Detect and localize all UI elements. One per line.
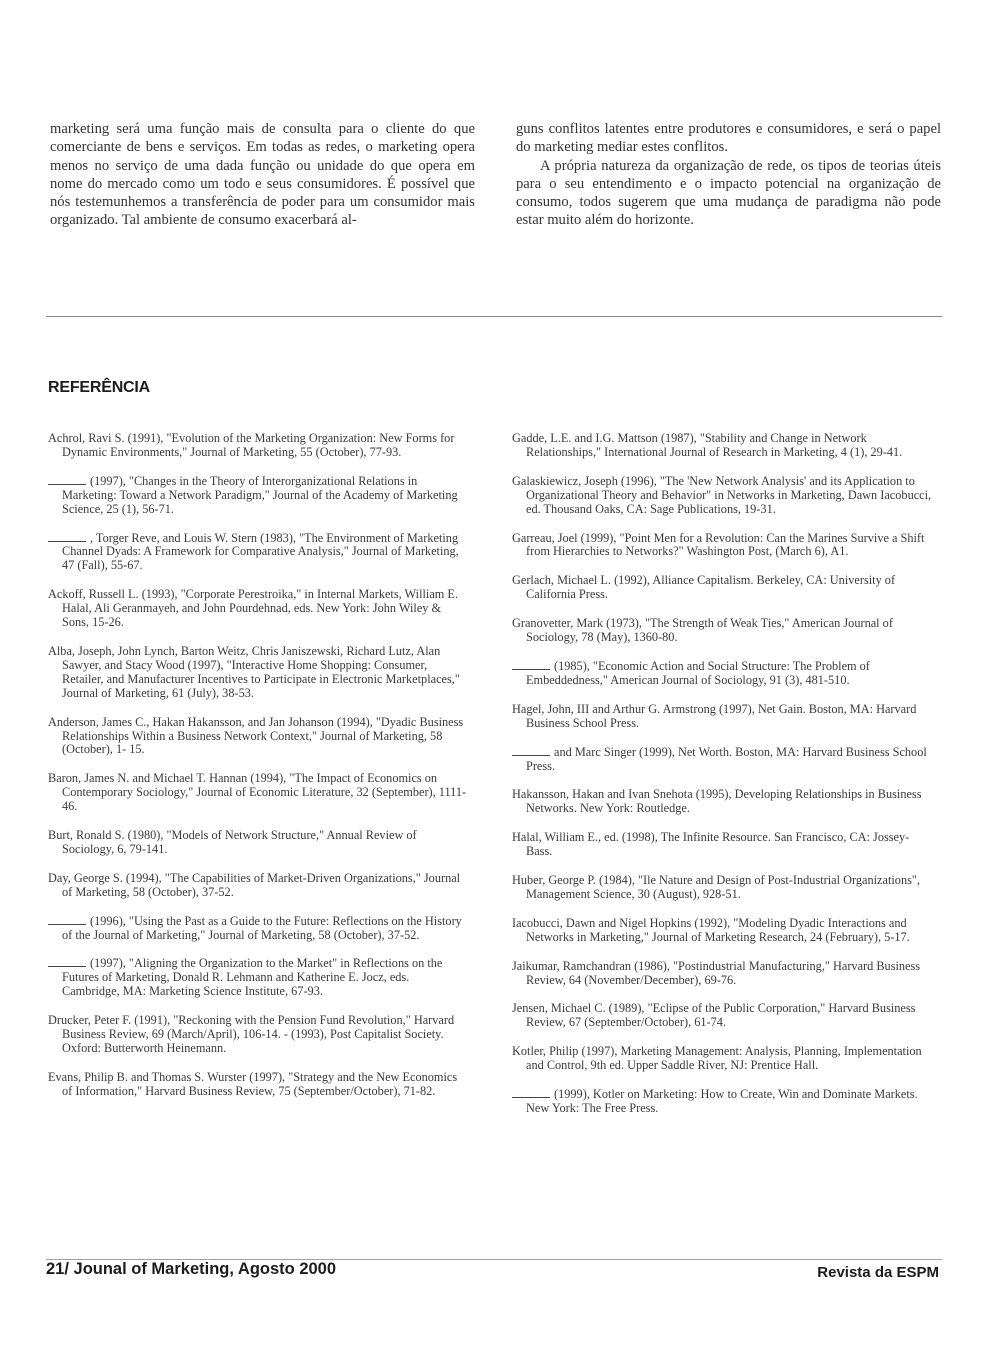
repeat-author-dash	[48, 915, 86, 925]
reference-text: Kotler, Philip (1997), Marketing Management: Analysis, Planning, Implementation and Control, 9th ed. Upper Saddle River, NJ: Prentice Hall.	[512, 1044, 922, 1073]
reference-entry	[512, 432, 932, 460]
reference-text: Gerlach, Michael L. (1992), Alliance Capitalism. Berkeley, CA: University of California Press.	[512, 573, 896, 602]
reference-entry	[48, 432, 468, 460]
reference-entry	[512, 1088, 932, 1116]
reference-text: Jaikumar, Ramchandran (1986), "Postindustrial Manufacturing," Harvard Business Review, 64 (November/December), 69-76.	[512, 958, 921, 987]
reference-entry	[48, 588, 468, 630]
reference-entry	[48, 716, 468, 758]
reference-entry	[48, 915, 468, 943]
reference-entry	[512, 703, 932, 731]
reference-text: Burt, Ronald S. (1980), "Models of Network Structure," Annual Review of Sociology, 6, 79-141.	[48, 828, 417, 856]
repeat-author-dash	[512, 660, 550, 670]
reference-text: Halal, William E., ed. (1998), The Infinite Resource. San Francisco, CA: Jossey-Bass.	[512, 830, 910, 859]
reference-entry	[512, 917, 932, 945]
reference-text: (1997), "Aligning the Organization to the Market" in Reflections on the Futures of Marketing, Donald R. Lehmann and Katherine E. Jocz, eds. Cambridge, MA: Marketing Science Institute, 67-93.	[62, 956, 443, 999]
reference-text: (1997), "Changes in the Theory of Interorganizational Relations in Marketing: Toward a Network Paradigm," Journal of the Academy of Marketing Science, 25 (1), 56-71.	[62, 473, 458, 516]
reference-text: Baron, James N. and Michael T. Hannan (1994), "The Impact of Economics on Contemporary Sociology," Journal of Economic Literature, 32 (September), 1111-46.	[48, 771, 467, 814]
reference-entry	[48, 1014, 468, 1056]
reference-entry	[512, 1045, 932, 1073]
reference-text: Iacobucci, Dawn and Nigel Hopkins (1992), "Modeling Dyadic Interactions and Networks in Marketing," Journal of Marketing Research, 24 (February), 5-17.	[512, 915, 910, 944]
reference-entry	[48, 645, 468, 701]
reference-entry	[48, 772, 468, 814]
reference-text: (1996), "Using the Past as a Guide to the Future: Reflections on the History of the Journal of Marketing," Journal of Marketing, 58 (October), 37-52.	[62, 913, 462, 942]
body-paragraph: A própria natureza da organização de rede, os tipos de teorias úteis para o seu entendimento e o impacto potencial na organização de consumo, todos sugerem que uma mudança de paradigma não pode estar muito além do horizonte.	[516, 157, 941, 229]
reference-text: Galaskiewicz, Joseph (1996), "The 'New Network Analysis' and its Application to Organizational Theory and Behavior" in Networks in Marketing, Dawn Iacobucci, ed. Thousand Oaks, CA: Sage Publications, 19-31.	[512, 473, 932, 516]
repeat-author-dash	[48, 475, 86, 485]
body-paragraph: marketing será uma função mais de consulta para o cliente do que comerciante de bens e serviços. Em todas as redes, o marketing opera menos no serviço de uma dada função ou unidade do que opera em nome do mercado como um todo e seus consumidores. É possível que nós testemunhemos a transferência de poder para um consumidor mais organizado. Tal ambiente de consumo exacerbará al-	[50, 121, 475, 229]
reference-text: Granovetter, Mark (1973), "The Strength of Weak Ties," American Journal of Sociology, 78 (May), 1360-80.	[512, 616, 893, 645]
reference-text: Drucker, Peter F. (1991), "Reckoning with the Pension Fund Revolution," Harvard Business Review, 69 (March/April), 106-14. - (1993), Post Capitalist Society. Oxford: Butterworth Heinemann.	[48, 1013, 455, 1055]
reference-text: (1999), Kotler on Marketing: How to Create, Win and Dominate Markets. New York: The Free Press.	[526, 1087, 918, 1115]
reference-text: Alba, Joseph, John Lynch, Barton Weitz, Chris Janiszewski, Richard Lutz, Alan Sawyer, and Stacy Wood (1997), "Interactive Home Shopping: Consumer, Retailer, and Manufacturer Incentives to Participate in Electronic Marketplaces," Journal of Marketing, 61 (July), 38-53.	[48, 643, 460, 700]
reference-text: and Marc Singer (1999), Net Worth. Boston, MA: Harvard Business School Press.	[526, 744, 927, 773]
reference-entry	[512, 475, 932, 517]
section-divider	[46, 316, 942, 317]
reference-entry	[48, 475, 468, 517]
reference-entry	[512, 831, 932, 859]
reference-entry	[48, 1071, 468, 1099]
repeat-author-dash	[48, 957, 86, 967]
reference-entry	[512, 617, 932, 645]
body-column-left	[50, 120, 475, 230]
reference-text: Jensen, Michael C. (1989), "Eclipse of the Public Corporation," Harvard Business Review, 67 (September/October), 61-74.	[512, 1001, 916, 1030]
reference-entry	[512, 532, 932, 560]
footer-publication: Revista da ESPM	[817, 1264, 939, 1281]
footer-journal-info: 21/ Jounal of Marketing, Agosto 2000	[46, 1260, 337, 1278]
reference-text: Hagel, John, III and Arthur G. Armstrong (1997), Net Gain. Boston, MA: Harvard Business School Press.	[512, 701, 917, 730]
reference-entry	[512, 874, 932, 902]
reference-text: Ackoff, Russell L. (1993), "Corporate Perestroika," in Internal Markets, William E. Halal, Ali Geranmayeh, and John Pourdehnad, eds. New York: John Wiley & Sons, 15-26.	[48, 587, 459, 630]
reference-entry	[512, 660, 932, 688]
reference-text: , Torger Reve, and Louis W. Stern (1983), "The Environment of Marketing Channel Dyads: A Framework for Comparative Analysis," Journal of Marketing, 47 (Fall), 55-67.	[62, 530, 459, 573]
reference-text: Garreau, Joel (1999), "Point Men for a Revolution: Can the Marines Survive a Shift from Hierarchies to Networks?" Washington Post, (March 6), A1.	[512, 530, 925, 559]
reference-text: Evans, Philip B. and Thomas S. Wurster (1997), "Strategy and the New Economics of Information," Harvard Business Review, 75 (September/October), 71-82.	[48, 1069, 458, 1098]
reference-text: Gadde, L.E. and I.G. Mattson (1987), "Stability and Change in Network Relationships," International Journal of Research in Marketing, 4 (1), 29-41.	[512, 431, 903, 459]
reference-text: (1985), "Economic Action and Social Structure: The Problem of Embeddedness," American Journal of Sociology, 91 (3), 481-510.	[526, 658, 870, 687]
reference-text: Anderson, James C., Hakan Hakansson, and Jan Johanson (1994), "Dyadic Business Relationships Within a Business Network Context," Journal of Marketing, 58 (October), 1- 15.	[48, 714, 464, 757]
body-paragraph: guns conflitos latentes entre produtores e consumidores, e será o papel do marketing mediar estes conflitos.	[516, 121, 941, 156]
reference-entry	[48, 872, 468, 900]
repeat-author-dash	[512, 746, 550, 756]
reference-entry	[512, 1002, 932, 1030]
references-column-left	[48, 432, 468, 1114]
reference-text: Huber, George P. (1984), "Ile Nature and Design of Post-Industrial Organizations", Management Science, 30 (August), 928-51.	[512, 873, 920, 901]
reference-entry	[512, 746, 932, 774]
reference-text: Day, George S. (1994), "The Capabilities of Market-Driven Organizations," Journal of Marketing, 58 (October), 37-52.	[48, 870, 461, 899]
reference-entry	[512, 574, 932, 602]
reference-text: Achrol, Ravi S. (1991), "Evolution of the Marketing Organization: New Forms for Dynamic Environments," Journal of Marketing, 55 (October), 77-93.	[48, 431, 455, 459]
references-column-right	[512, 432, 932, 1131]
repeat-author-dash	[512, 1088, 550, 1098]
reference-entry	[48, 532, 468, 574]
reference-entry	[512, 788, 932, 816]
reference-entry	[48, 957, 468, 999]
reference-entry	[48, 829, 468, 857]
repeat-author-dash	[48, 532, 86, 542]
body-column-right	[516, 120, 941, 230]
reference-text: Hakansson, Hakan and Ivan Snehota (1995), Developing Relationships in Business Networks. New York: Routledge.	[512, 787, 922, 816]
reference-entry	[512, 960, 932, 988]
references-heading: REFERÊNCIA	[48, 379, 151, 396]
